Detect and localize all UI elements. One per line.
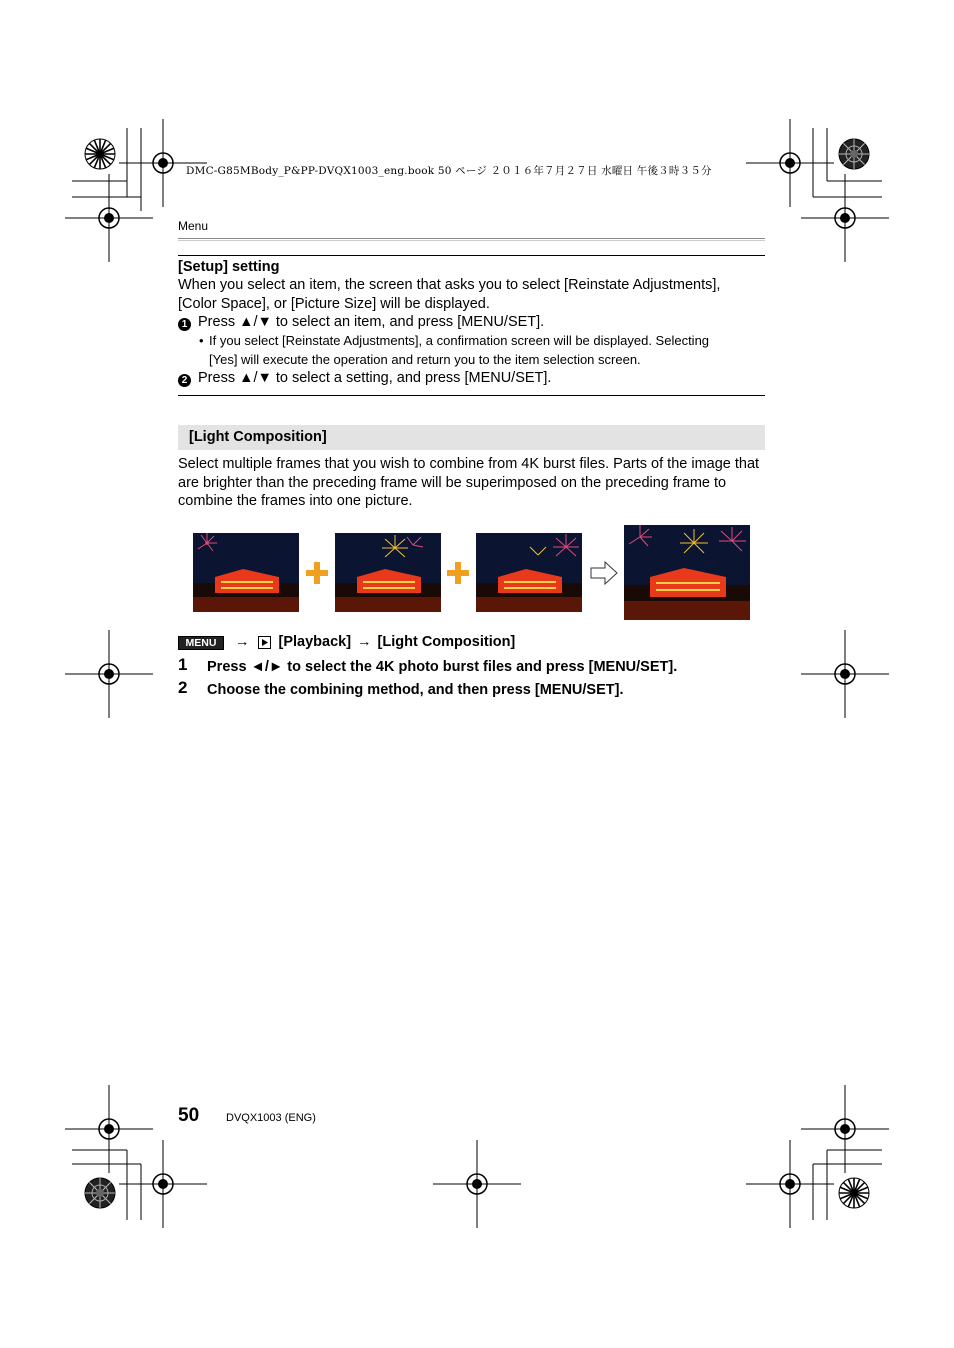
setup-bullet-line2: [Yes] will execute the operation and return you to the item selection screen. <box>209 352 641 367</box>
path-arrow-2: → <box>357 634 372 650</box>
setup-intro-line1: When you select an item, the screen that asks you to select [Reinstate Adjustments], <box>178 277 721 293</box>
setup-step2-text: Press ▲/▼ to select a setting, and press [MENU/SET]. <box>198 370 552 386</box>
setup-step1 <box>178 313 544 332</box>
path-playback: [Playback] <box>278 634 352 650</box>
step-number-icon: 2 <box>178 374 191 387</box>
print-header: DMC-G85MBody_P&PP-DVQX1003_eng.book 50 ページ ２０１６年７月２７日 水曜日 午後３時３５分 <box>186 165 712 177</box>
setup-box-bottom <box>178 395 765 396</box>
bullet-icon: • <box>199 333 204 348</box>
burst-frame-photo-1 <box>193 533 299 612</box>
section-label: Menu <box>178 219 209 233</box>
setup-intro-line2: [Color Space], or [Picture Size] will be displayed. <box>178 296 490 312</box>
step-number-icon: 1 <box>178 318 191 331</box>
light-composition-desc-line3: combine the frames into one picture. <box>178 493 413 509</box>
header-rule-shadow <box>178 240 765 241</box>
setup-step2 <box>178 369 551 388</box>
page-number: 50 <box>178 1105 200 1126</box>
plus-icon <box>306 562 328 584</box>
path-arrow-1: → <box>235 634 250 650</box>
plus-icon <box>447 562 469 584</box>
light-composition-heading: [Light Composition] <box>189 429 327 445</box>
step-2-text: Choose the combining method, and then press [MENU/SET]. <box>207 682 624 698</box>
result-arrow-icon <box>590 561 618 585</box>
burst-frame-photo-3 <box>476 533 582 612</box>
step-1-number: 1 <box>178 655 188 674</box>
composited-result-photo <box>624 525 750 620</box>
setup-title: [Setup] setting <box>178 259 280 275</box>
step-2-number: 2 <box>178 678 188 697</box>
setup-box-top <box>178 255 765 256</box>
light-composition-desc-line1: Select multiple frames that you wish to combine from 4K burst files. Parts of the image that <box>178 456 760 472</box>
header-rule <box>178 238 765 239</box>
setup-step1-text: Press ▲/▼ to select an item, and press [MENU/SET]. <box>198 314 545 330</box>
burst-frame-photo-2 <box>335 533 441 612</box>
step-1-text: Press ◄/► to select the 4K photo burst files and press [MENU/SET]. <box>207 659 678 675</box>
path-light-composition: [Light Composition] <box>377 634 516 650</box>
menu-path <box>178 633 515 652</box>
light-composition-desc-line2: are brighter than the preceding frame will be superimposed on the preceding frame to <box>178 475 727 491</box>
setup-bullet <box>199 331 204 350</box>
light-composition-heading-band <box>178 425 765 450</box>
menu-badge: MENU <box>178 636 224 650</box>
playback-icon <box>258 636 271 649</box>
doc-code: DVQX1003 (ENG) <box>226 1112 316 1124</box>
setup-bullet-line1: If you select [Reinstate Adjustments], a confirmation screen will be displayed. Selecting <box>209 333 710 348</box>
